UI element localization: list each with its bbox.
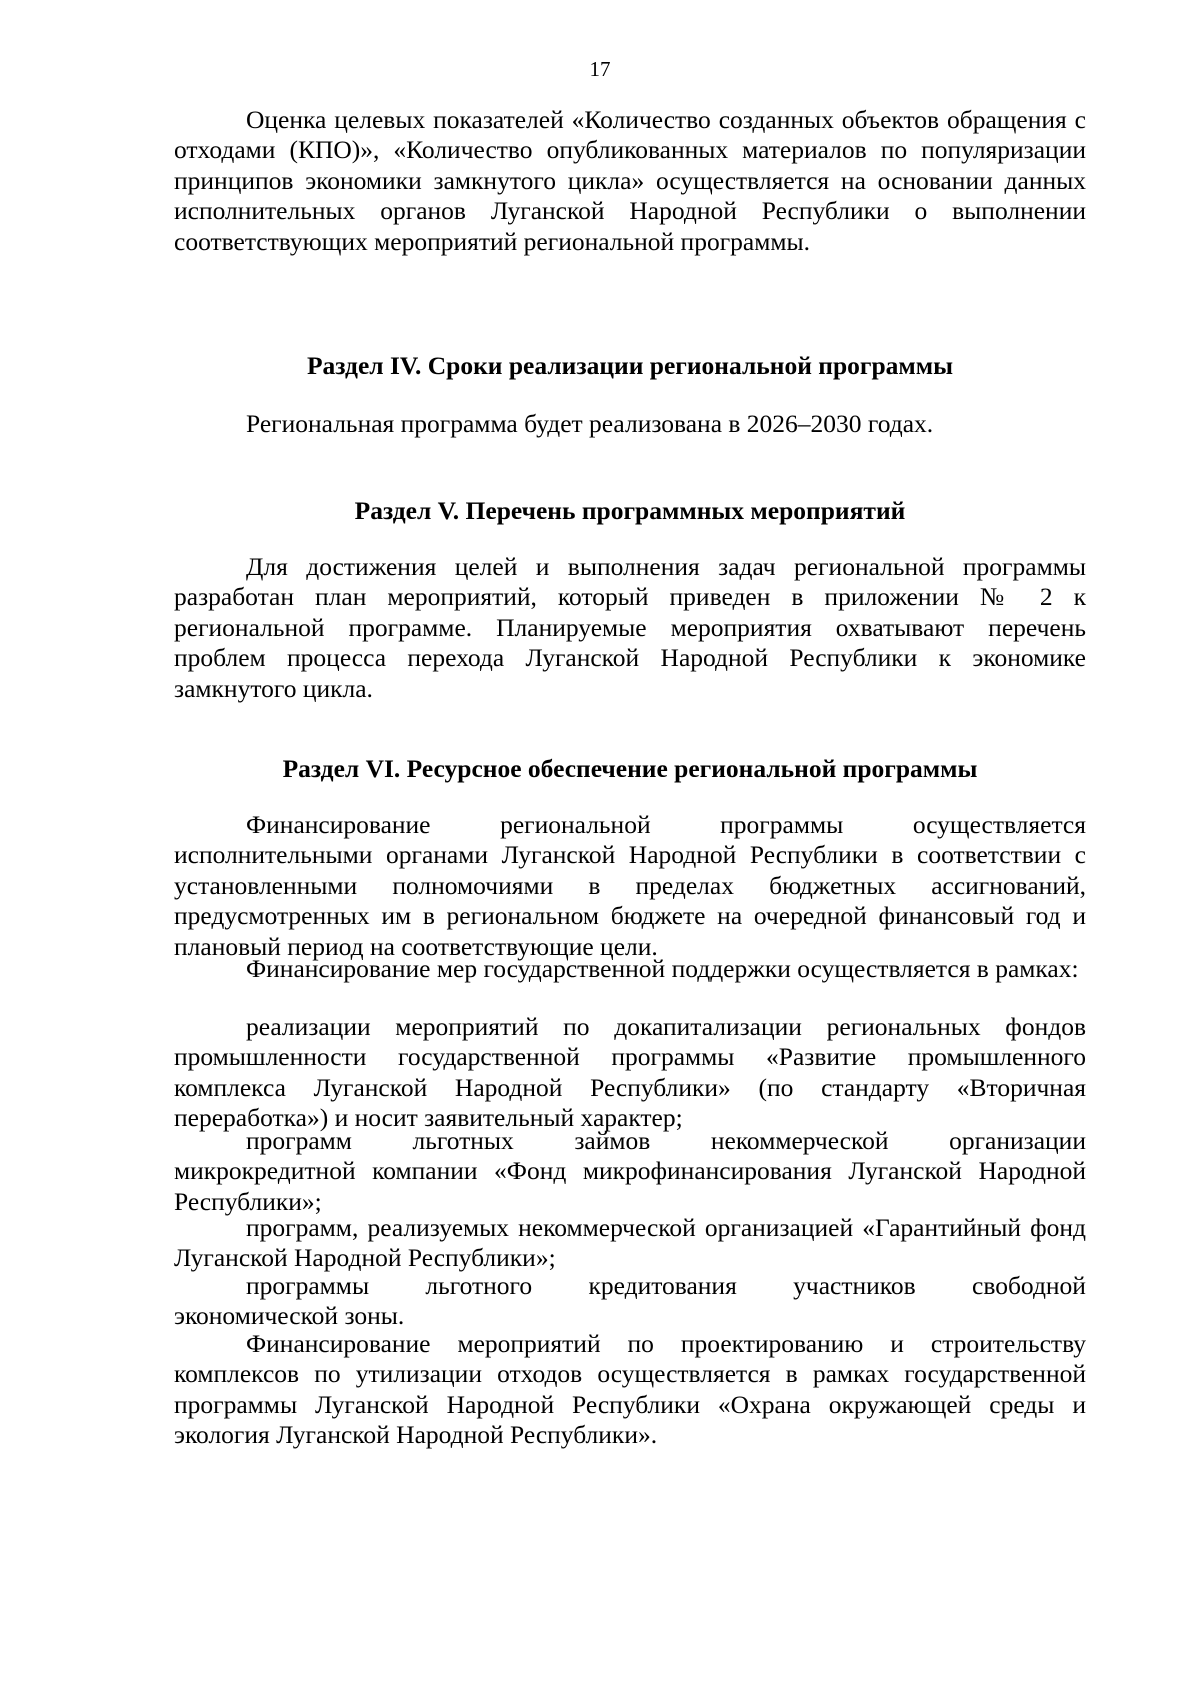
- word: программы: [720, 810, 844, 839]
- word: свободной: [972, 1271, 1086, 1300]
- word: Финансирование: [246, 810, 431, 839]
- section-v-heading: Раздел V. Перечень программных мероприятий: [354, 496, 906, 525]
- word: осуществляется: [912, 810, 1086, 839]
- word: региональной: [500, 810, 651, 839]
- word: льготного: [425, 1271, 533, 1300]
- paragraph-first-line: [174, 810, 1086, 840]
- word: программы: [246, 1271, 370, 1300]
- word: программ: [246, 1126, 352, 1155]
- word: организации: [949, 1126, 1086, 1155]
- paragraph-state-support: Финансирование мер государственной поддержки осуществляется в рамках:: [246, 954, 1079, 983]
- word: займов: [574, 1126, 651, 1155]
- paragraph-rest: микрокредитной компании «Фонд микрофинансирования Луганской Народной Республики»;: [174, 1156, 1086, 1216]
- section-v-text: Для достижения целей и выполнения задач региональной программы разработан план мероприятий, который приведен в приложении № 2 к региональной программе. Планируемые мероприятия охватывают перечень проблем процесса перехода Луганской Народной Республики к экономике замкнутого цикла.: [174, 552, 1086, 703]
- paragraph-guarantee-fund: программ, реализуемых некоммерческой организацией «Гарантийный фонд Луганской Народной Республики»;: [174, 1213, 1086, 1273]
- paragraph-first-line: [174, 1271, 1086, 1301]
- paragraph-credit-programs: [174, 1271, 1086, 1332]
- section-iv-heading: Раздел IV. Сроки реализации региональной программы: [306, 351, 954, 380]
- paragraph-first-line: [174, 1126, 1086, 1156]
- word: участников: [793, 1271, 916, 1300]
- paragraph-recapitalization: реализации мероприятий по докапитализации региональных фондов промышленности государственной программы «Развитие промышленного комплекса Луганской Народной Республики» (по стандарту «Вторичная переработка») и носит заявительный характер;: [174, 1012, 1086, 1133]
- paragraph-waste-complexes: Финансирование мероприятий по проектированию и строительству комплексов по утилизации отходов осуществляется в рамках государственной программы Луганской Народной Республики «Охрана окружающей среды и экология Луганской Народной Республики».: [174, 1329, 1086, 1450]
- page-number: 17: [589, 57, 611, 81]
- paragraph-rest: экономической зоны.: [174, 1301, 405, 1331]
- section-iv-text: Региональная программа будет реализована в 2026–2030 годах.: [246, 409, 934, 438]
- section-vi-heading: Раздел VI. Ресурсное обеспечение региональной программы: [282, 754, 978, 783]
- paragraph-financing: [174, 810, 1086, 962]
- word: некоммерческой: [710, 1126, 889, 1155]
- word: кредитования: [588, 1271, 737, 1300]
- paragraph-loans: [174, 1126, 1086, 1217]
- paragraph-rest: исполнительными органами Луганской Народной Республики в соответствии с установленными полномочиями в пределах бюджетных ассигнований, предусмотренных им в региональном бюджете на очередной финансовый год и плановый период на соответствующие цели.: [174, 840, 1086, 961]
- paragraph-target-indicators: Оценка целевых показателей «Количество созданных объектов обращения с отходами (КПО)», «Количество опубликованных материалов по популяризации принципов экономики замкнутого цикла» осуществляется на основании данных исполнительных органов Луганской Народной Республики о выполнении соответствующих мероприятий региональной программы.: [174, 105, 1086, 256]
- word: льготных: [412, 1126, 514, 1155]
